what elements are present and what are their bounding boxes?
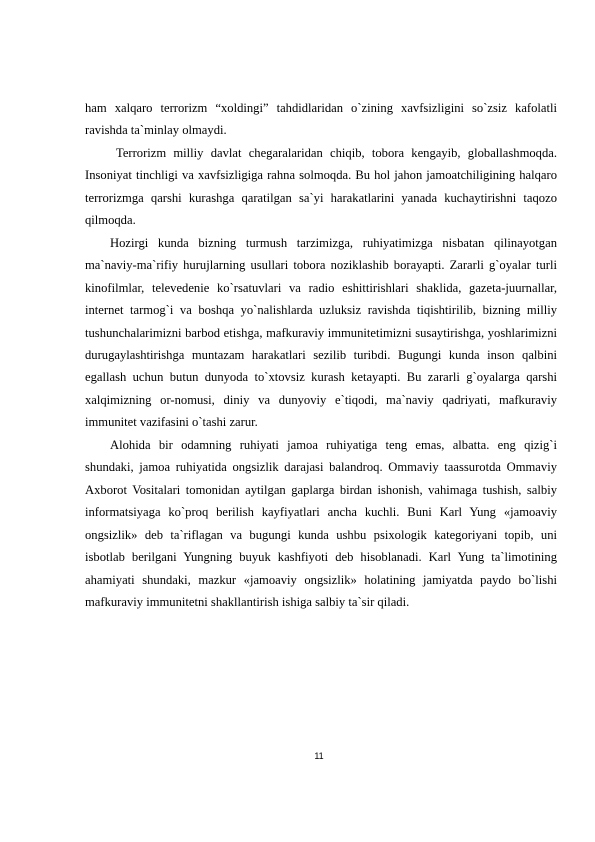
paragraph-1: ham xalqaro terrorizm “xoldingi” tahdidlaridan o`zining xavfsizligini so`zsiz kafolatli ravishda ta`minlay olmaydi.	[85, 101, 557, 138]
paragraph-2: Terrorizm milliy davlat chegaralaridan chiqib, tobora kengayib, globallashmoqda. Insoniyat tinchligi va xavfsizligiga rahna solmoqda. Bu hol jahon jamoatchiligining halqaro terrorizmga qarshi kurashga qaratilgan sa`yi harakatlarini yanada kuchaytirishni taqozo qilmoqda.	[85, 145, 557, 228]
paragraph-3: Hozirgi kunda bizning turmush tarzimizga, ruhiyatimizga nisbatan qilinayotgan ma`naviy-ma`rifiy hurujlarning usullari tobora noziklashib borayapti. Zararli g`oyalar turli kinofilmlar, televedenie ko`rsatuvlari va radio eshittirishlari shaklida, gazeta-juurnallar, internet tarmog`i va boshqa yo`nalishlarda uzluksiz ravishda tiqishtirilib, bizning milliy tushunchalarimizni barbod etishga, mafkuraviy immunitetimizni susaytirishga, yoshlarimizni durugaylashtirishga muntazam harakatlari sezilib turibdi. Bugungi kunda inson qalbini egallash uchun butun dunyoda to`xtovsiz kurash ketayapti. Bu zararli g`oyalarga qarshi xalqimizning or-nomusi, diniy va dunyoviy e`tiqodi, ma`naviy qadriyati, mafkuraviy immunitet vazifasini o`tashi zarur.	[85, 235, 557, 430]
page-number: 11	[314, 751, 324, 761]
paragraph-4: Alohida bir odamning ruhiyati jamoa ruhiyatiga teng emas, albatta. eng qizig`i shundaki, jamoa ruhiyatida ongsizlik darajasi balandroq. Ommaviy taassurotda Ommaviy Axborot Vositalari tomonidan aytilgan gaplarga birdan ishonish, vahimaga tushish, salbiy informatsiyaga ko`proq berilish kayfiyatlari ancha kuchli. Buni Karl Yung «jamoaviy ongsizlik» deb ta`riflagan va bugungi kunda ushbu psixologik kategoriyani topib, uni isbotlab berilgani Yungning buyuk kashfiyoti deb hisoblanadi. Karl Yung ta`limotining ahamiyati shundaki, mazkur «jamoaviy ongsizlik» holatining jamiyatda paydo bo`lishi mafkuraviy immunitetni shakllantirish ishiga salbiy ta`sir qiladi.	[85, 437, 557, 609]
body-text	[85, 97, 557, 613]
